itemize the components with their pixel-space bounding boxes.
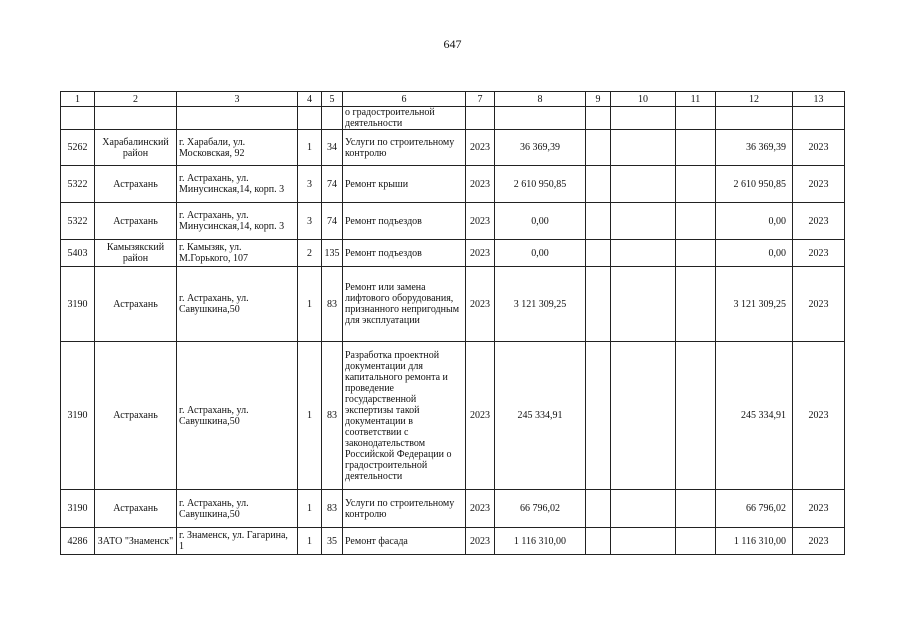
district-cell: ЗАТО "Знаменск" xyxy=(95,528,177,555)
col5-value-cell: 83 xyxy=(322,267,343,342)
col4-value-cell: 2 xyxy=(298,240,322,267)
end-year-cell: 2023 xyxy=(793,203,845,240)
col11-value-cell xyxy=(676,203,716,240)
end-year-cell: 2023 xyxy=(793,130,845,166)
district-cell: Астрахань xyxy=(95,267,177,342)
table-row xyxy=(61,490,845,528)
work-type-cell: Разработка проектной документации для капитального ремонта и проведение государственной экспертизы такой документации в соответствии с законодательством Российской Федерации о градостроительной деятельности xyxy=(343,342,466,490)
column-header: 8 xyxy=(495,92,586,107)
capital-repair-table xyxy=(60,91,845,555)
row-id-cell: 4286 xyxy=(61,528,95,555)
col4-value-cell: 3 xyxy=(298,166,322,203)
col10-value-cell xyxy=(611,203,676,240)
year-cell: 2023 xyxy=(466,528,495,555)
table-row xyxy=(61,267,845,342)
work-type-cell: Ремонт фасада xyxy=(343,528,466,555)
column-header: 4 xyxy=(298,92,322,107)
district-cell: Астрахань xyxy=(95,166,177,203)
col4-value-cell: 1 xyxy=(298,342,322,490)
column-header: 1 xyxy=(61,92,95,107)
col5-value-cell: 35 xyxy=(322,528,343,555)
work-type-cell: Ремонт или замена лифтового оборудования, признанного непригодным для эксплуатации xyxy=(343,267,466,342)
district-cell: Харабалинский район xyxy=(95,130,177,166)
col11-value-cell xyxy=(676,107,716,130)
col4-value-cell: 1 xyxy=(298,490,322,528)
col10-value-cell xyxy=(611,342,676,490)
column-header: 7 xyxy=(466,92,495,107)
work-type-cell: Ремонт крыши xyxy=(343,166,466,203)
col9-value-cell xyxy=(586,528,611,555)
col9-value-cell xyxy=(586,342,611,490)
table-row xyxy=(61,107,845,130)
total-cost-cell xyxy=(495,107,586,130)
col5-value-cell: 34 xyxy=(322,130,343,166)
table-row xyxy=(61,166,845,203)
col5-value-cell: 74 xyxy=(322,203,343,240)
col9-value-cell xyxy=(586,166,611,203)
end-year-cell: 2023 xyxy=(793,528,845,555)
col11-value-cell xyxy=(676,342,716,490)
district-cell: Камызякский район xyxy=(95,240,177,267)
table-row xyxy=(61,528,845,555)
col10-value-cell xyxy=(611,240,676,267)
col12-cost-cell: 3 121 309,25 xyxy=(716,267,793,342)
district-cell xyxy=(95,107,177,130)
col9-value-cell xyxy=(586,130,611,166)
year-cell: 2023 xyxy=(466,203,495,240)
end-year-cell xyxy=(793,107,845,130)
table-row xyxy=(61,240,845,267)
col11-value-cell xyxy=(676,130,716,166)
col10-value-cell xyxy=(611,528,676,555)
year-cell xyxy=(466,107,495,130)
end-year-cell: 2023 xyxy=(793,267,845,342)
col9-value-cell xyxy=(586,240,611,267)
col12-cost-cell: 66 796,02 xyxy=(716,490,793,528)
work-type-cell: Услуги по строительному контролю xyxy=(343,130,466,166)
address-cell: г. Камызяк, ул. М.Горького, 107 xyxy=(177,240,298,267)
col12-cost-cell: 245 334,91 xyxy=(716,342,793,490)
total-cost-cell: 0,00 xyxy=(495,203,586,240)
col5-value-cell: 74 xyxy=(322,166,343,203)
col11-value-cell xyxy=(676,490,716,528)
col11-value-cell xyxy=(676,240,716,267)
col12-cost-cell: 36 369,39 xyxy=(716,130,793,166)
column-header: 5 xyxy=(322,92,343,107)
column-header: 12 xyxy=(716,92,793,107)
address-cell xyxy=(177,107,298,130)
col11-value-cell xyxy=(676,166,716,203)
address-cell: г. Астрахань, ул. Савушкина,50 xyxy=(177,342,298,490)
total-cost-cell: 3 121 309,25 xyxy=(495,267,586,342)
col4-value-cell: 1 xyxy=(298,528,322,555)
row-id-cell xyxy=(61,107,95,130)
year-cell: 2023 xyxy=(466,490,495,528)
column-header: 13 xyxy=(793,92,845,107)
col9-value-cell xyxy=(586,267,611,342)
col12-cost-cell: 0,00 xyxy=(716,240,793,267)
col11-value-cell xyxy=(676,528,716,555)
column-header: 11 xyxy=(676,92,716,107)
col12-cost-cell: 0,00 xyxy=(716,203,793,240)
year-cell: 2023 xyxy=(466,267,495,342)
column-header: 2 xyxy=(95,92,177,107)
end-year-cell: 2023 xyxy=(793,166,845,203)
column-header: 3 xyxy=(177,92,298,107)
address-cell: г. Астрахань, ул. Савушкина,50 xyxy=(177,267,298,342)
row-id-cell: 3190 xyxy=(61,490,95,528)
col5-value-cell: 135 xyxy=(322,240,343,267)
total-cost-cell: 1 116 310,00 xyxy=(495,528,586,555)
total-cost-cell: 245 334,91 xyxy=(495,342,586,490)
col9-value-cell xyxy=(586,203,611,240)
col10-value-cell xyxy=(611,107,676,130)
page-number: 647 xyxy=(443,37,462,51)
col9-value-cell xyxy=(586,490,611,528)
total-cost-cell: 36 369,39 xyxy=(495,130,586,166)
year-cell: 2023 xyxy=(466,130,495,166)
col5-value-cell: 83 xyxy=(322,342,343,490)
year-cell: 2023 xyxy=(466,240,495,267)
end-year-cell: 2023 xyxy=(793,240,845,267)
total-cost-cell: 0,00 xyxy=(495,240,586,267)
table-body xyxy=(61,107,845,555)
col10-value-cell xyxy=(611,490,676,528)
col10-value-cell xyxy=(611,130,676,166)
column-header: 10 xyxy=(611,92,676,107)
row-id-cell: 5403 xyxy=(61,240,95,267)
district-cell: Астрахань xyxy=(95,203,177,240)
work-type-cell: Ремонт подъездов xyxy=(343,203,466,240)
end-year-cell: 2023 xyxy=(793,490,845,528)
col5-value-cell xyxy=(322,107,343,130)
row-id-cell: 5262 xyxy=(61,130,95,166)
work-type-cell: о градостроительной деятельности xyxy=(343,107,466,130)
col4-value-cell: 1 xyxy=(298,130,322,166)
col11-value-cell xyxy=(676,267,716,342)
table-row xyxy=(61,203,845,240)
address-cell: г. Астрахань, ул. Минусинская,14, корп. 3 xyxy=(177,166,298,203)
row-id-cell: 3190 xyxy=(61,267,95,342)
district-cell: Астрахань xyxy=(95,342,177,490)
col4-value-cell: 1 xyxy=(298,267,322,342)
column-header: 9 xyxy=(586,92,611,107)
col5-value-cell: 83 xyxy=(322,490,343,528)
end-year-cell: 2023 xyxy=(793,342,845,490)
column-number-row xyxy=(61,92,845,107)
col12-cost-cell xyxy=(716,107,793,130)
col4-value-cell xyxy=(298,107,322,130)
col12-cost-cell: 2 610 950,85 xyxy=(716,166,793,203)
work-type-cell: Услуги по строительному контролю xyxy=(343,490,466,528)
year-cell: 2023 xyxy=(466,166,495,203)
address-cell: г. Харабали, ул. Московская, 92 xyxy=(177,130,298,166)
column-header: 6 xyxy=(343,92,466,107)
col9-value-cell xyxy=(586,107,611,130)
row-id-cell: 5322 xyxy=(61,203,95,240)
work-type-cell: Ремонт подъездов xyxy=(343,240,466,267)
address-cell: г. Астрахань, ул. Савушкина,50 xyxy=(177,490,298,528)
table-row xyxy=(61,342,845,490)
col12-cost-cell: 1 116 310,00 xyxy=(716,528,793,555)
address-cell: г. Астрахань, ул. Минусинская,14, корп. 3 xyxy=(177,203,298,240)
year-cell: 2023 xyxy=(466,342,495,490)
address-cell: г. Знаменск, ул. Гагарина, 1 xyxy=(177,528,298,555)
col10-value-cell xyxy=(611,166,676,203)
col10-value-cell xyxy=(611,267,676,342)
district-cell: Астрахань xyxy=(95,490,177,528)
total-cost-cell: 2 610 950,85 xyxy=(495,166,586,203)
row-id-cell: 5322 xyxy=(61,166,95,203)
table-row xyxy=(61,130,845,166)
col4-value-cell: 3 xyxy=(298,203,322,240)
row-id-cell: 3190 xyxy=(61,342,95,490)
total-cost-cell: 66 796,02 xyxy=(495,490,586,528)
